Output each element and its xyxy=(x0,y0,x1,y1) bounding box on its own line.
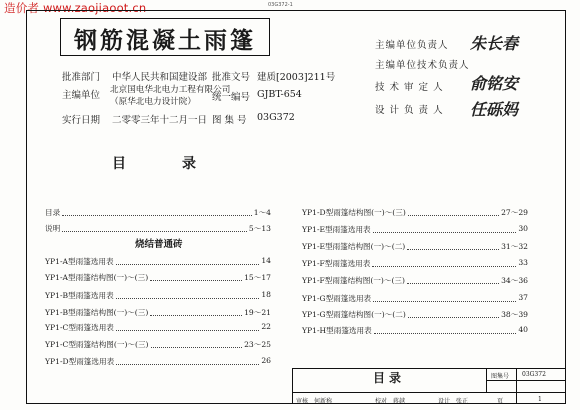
toc-item-page: 31～32 xyxy=(501,242,528,251)
toc-leader xyxy=(62,207,252,216)
toc-item[interactable] xyxy=(45,322,271,333)
toc-item[interactable] xyxy=(302,275,528,286)
toc-item[interactable] xyxy=(45,223,271,234)
toc-leader xyxy=(373,224,517,233)
toc-item-page: 14 xyxy=(261,256,271,265)
toc-item-page: 1～4 xyxy=(253,208,271,217)
toc-item-label: YP1-A型雨篷结构图(一)～(三) xyxy=(45,273,149,282)
watermark-text: 造价者 www.zaojiaoot.cn xyxy=(4,1,147,15)
title-block-divider xyxy=(516,368,517,404)
sig-tech-reviewer-signature: 俞铭安 xyxy=(470,74,519,93)
title-block-designer-label: 设计 xyxy=(438,398,451,405)
toc-leader xyxy=(116,290,260,299)
toc-leader xyxy=(151,339,243,348)
meta-approval-dept-value: 中华人民共和国建设部 xyxy=(112,72,208,83)
meta-effective-date-value: 二零零三年十二月一日 xyxy=(112,115,208,126)
toc-item-label: 说明 xyxy=(45,224,61,233)
title-block-reviewer-label: 审核 xyxy=(296,398,309,405)
toc-item[interactable] xyxy=(45,356,271,367)
toc-leader xyxy=(407,241,499,250)
meta-effective-date-label: 实行日期 xyxy=(62,115,101,126)
toc-item-page: 18 xyxy=(261,290,271,299)
toc-item-page: 38～39 xyxy=(501,310,528,319)
toc-item-label: YP1-F型雨篷结构图(一)～(三) xyxy=(302,276,405,285)
toc-item-label: YP1-E型雨篷结构图(一)～(二) xyxy=(302,242,406,251)
title-block-checker-name: 蒋越 xyxy=(393,398,406,405)
toc-item-label: 目录 xyxy=(45,208,61,217)
toc-item-page: 5～13 xyxy=(248,224,271,233)
toc-leader xyxy=(407,275,499,284)
toc-leader xyxy=(116,356,259,365)
title-block-page-value: 1 xyxy=(538,396,542,403)
toc-item-page: 15～17 xyxy=(244,273,271,282)
toc-heading: 目录 xyxy=(112,156,252,172)
meta-atlas-no-label: 图 集 号 xyxy=(212,115,247,126)
toc-item[interactable] xyxy=(302,309,528,320)
meta-unified-no-value: GJBT-654 xyxy=(257,89,302,100)
title-block-reviewer-name: 何新称 xyxy=(314,398,333,405)
toc-leader xyxy=(372,258,516,267)
meta-chief-unit-value: 北京国电华北电力工程有限公司 xyxy=(110,85,231,95)
toc-leader xyxy=(116,322,259,331)
toc-item-page: 23～25 xyxy=(244,340,271,349)
toc-item-label: YP1-C型雨篷选用表 xyxy=(45,323,114,332)
toc-leader xyxy=(373,293,516,302)
meta-chief-unit-label: 主编单位 xyxy=(62,90,101,101)
toc-item-page: 34～36 xyxy=(501,276,528,285)
sig-chief-unit-signature: 朱长春 xyxy=(470,34,519,53)
meta-approval-no-label: 批准文号 xyxy=(212,72,251,83)
toc-item-label: YP1-E型雨篷选用表 xyxy=(302,225,371,234)
file-id: 03G372-1 xyxy=(268,2,293,8)
meta-chief-unit-value-2: （原华北电力设计院） xyxy=(110,97,196,107)
title-block-designer-name: 张正 xyxy=(456,398,469,405)
toc-item-page: 30 xyxy=(518,224,528,233)
toc-item-label: YP1-D型雨篷结构图(一)～(三) xyxy=(302,208,406,217)
toc-item[interactable] xyxy=(45,207,271,218)
toc-item-label: YP1-D型雨篷选用表 xyxy=(45,357,115,366)
toc-item-page: 27～29 xyxy=(501,208,528,217)
toc-leader xyxy=(150,272,242,281)
meta-unified-no-label: 统一编号 xyxy=(212,92,251,103)
sig-role-design-lead: 设 计 负 责 人 xyxy=(375,105,444,116)
toc-item-label: YP1-A型雨篷选用表 xyxy=(45,257,114,266)
title-block-atlas-label: 图集号 xyxy=(491,373,510,380)
toc-item[interactable] xyxy=(302,293,528,304)
title-block-divider xyxy=(486,380,566,381)
toc-item[interactable] xyxy=(302,207,528,218)
toc-item-label: YP1-G型雨篷结构图(一)～(二) xyxy=(302,310,406,319)
title-block-divider xyxy=(292,392,566,393)
toc-item-page: 22 xyxy=(261,322,271,331)
meta-atlas-no-value: 03G372 xyxy=(257,112,295,123)
sig-design-lead-signature: 任砾妈 xyxy=(470,100,519,119)
toc-item[interactable] xyxy=(302,325,528,336)
toc-leader xyxy=(408,309,499,318)
title-block-title: 目录 xyxy=(372,371,405,385)
toc-item-label: YP1-G型雨篷选用表 xyxy=(302,294,372,303)
toc-leader xyxy=(62,223,247,232)
toc-item[interactable] xyxy=(45,339,271,350)
sig-role-chief-tech: 主编单位技术负责人 xyxy=(375,60,470,71)
meta-approval-dept-label: 批准部门 xyxy=(62,72,101,83)
meta-approval-no-value: 建质[2003]211号 xyxy=(257,72,336,83)
toc-item-page: 33 xyxy=(518,258,528,267)
title-block-atlas-value: 03G372 xyxy=(522,371,546,378)
toc-item-label: YP1-B型雨篷结构图(一)～(三) xyxy=(45,308,149,317)
toc-item[interactable] xyxy=(302,258,528,269)
toc-item-label: YP1-F型雨篷选用表 xyxy=(302,259,371,268)
toc-item-page: 40 xyxy=(518,325,528,334)
toc-item-label: YP1-B型雨篷选用表 xyxy=(45,291,114,300)
toc-item-label: YP1-H型雨篷选用表 xyxy=(302,326,372,335)
toc-item-page: 26 xyxy=(261,356,271,365)
title-block-checker-label: 校对 xyxy=(375,398,388,405)
toc-item[interactable] xyxy=(45,256,271,267)
toc-leader xyxy=(408,207,499,216)
toc-item-page: 19～21 xyxy=(244,308,271,317)
toc-item[interactable] xyxy=(302,224,528,235)
toc-item[interactable] xyxy=(45,307,271,318)
toc-item[interactable] xyxy=(45,290,271,301)
sig-role-chief-unit: 主编单位负责人 xyxy=(375,40,449,51)
toc-item-label: YP1-C型雨篷结构图(一)～(三) xyxy=(45,340,149,349)
toc-leader xyxy=(374,325,517,334)
toc-leader xyxy=(150,307,242,316)
toc-item[interactable] xyxy=(302,241,528,252)
document-title: 钢筋混凝土雨篷 xyxy=(74,27,256,54)
toc-item[interactable] xyxy=(45,272,271,283)
toc-section-heading: 烧结普通砖 xyxy=(135,239,183,250)
toc-leader xyxy=(116,256,260,265)
title-block-page-label: 页 xyxy=(497,398,504,405)
sig-role-tech-reviewer: 技 术 审 定 人 xyxy=(375,82,444,93)
toc-item-page: 37 xyxy=(518,293,528,302)
